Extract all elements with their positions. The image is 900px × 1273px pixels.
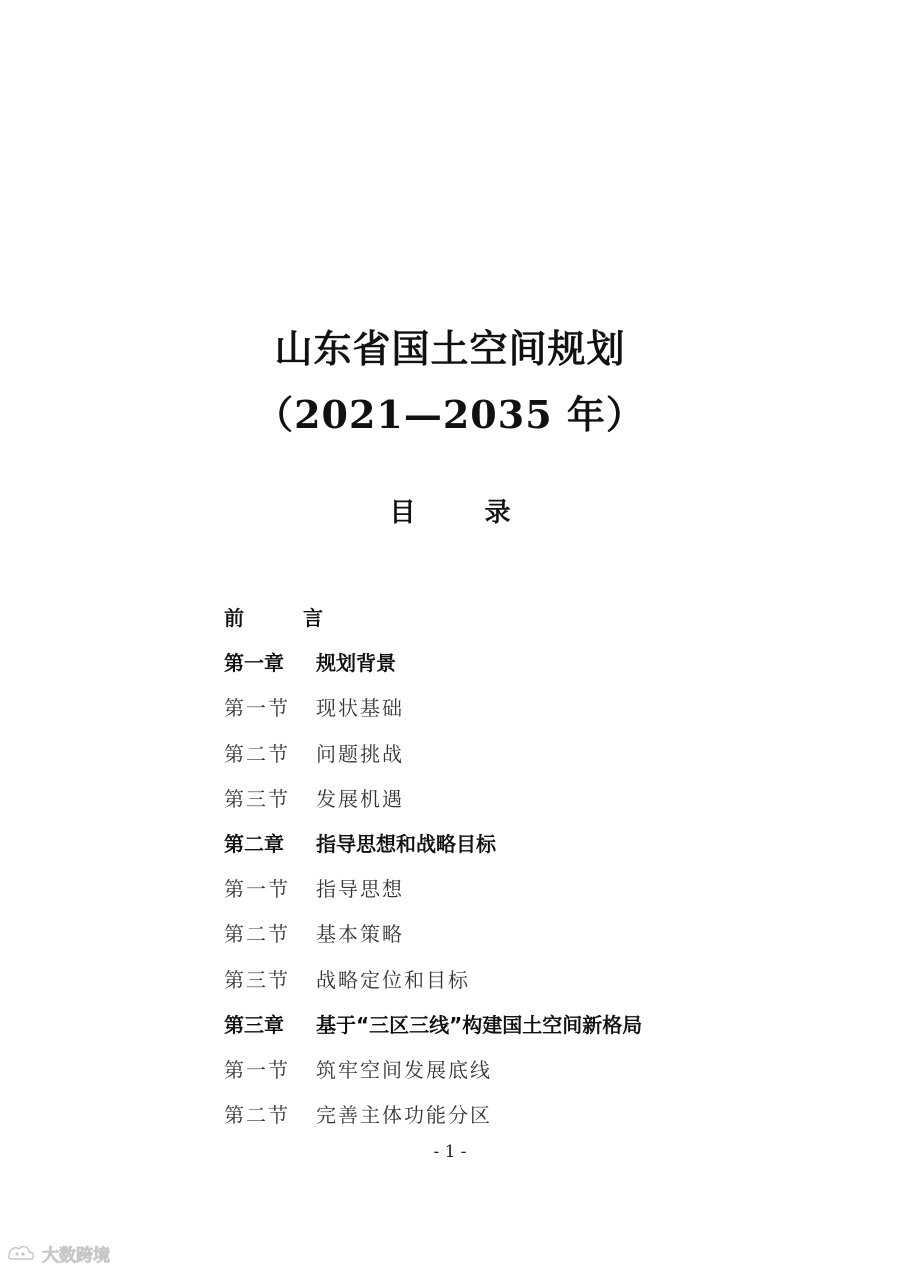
toc-entry-title: 筑牢空间发展底线 — [316, 1057, 492, 1082]
toc-entry-section[interactable] — [224, 684, 824, 729]
toc-entry-label: 第一节 — [224, 877, 290, 902]
toc-entry-label: 第二节 — [224, 1103, 290, 1128]
toc-entry-title: 指导思想 — [316, 877, 404, 902]
toc-entry-label: 第二章 — [224, 832, 284, 857]
toc-entry-chapter-2[interactable] — [224, 820, 824, 865]
toc-entry-section[interactable] — [224, 910, 824, 955]
brand-logo-icon — [6, 1243, 38, 1265]
toc-entry-label: 第一节 — [224, 1057, 290, 1082]
toc-entry-title: 完善主体功能分区 — [316, 1103, 492, 1128]
toc-entry-label: 第三章 — [224, 1012, 284, 1037]
watermark — [6, 1241, 110, 1266]
toc-entry-label: 第二节 — [224, 741, 290, 766]
toc-entry-chapter-1[interactable] — [224, 639, 824, 684]
toc-entry-title: 问题挑战 — [316, 741, 404, 766]
watermark-text: 大数跨境 — [42, 1246, 110, 1266]
toc-entry-title: 指导思想和战略目标 — [316, 832, 496, 857]
toc-entry-section[interactable] — [224, 730, 824, 775]
toc-entry-chapter-3[interactable] — [224, 1001, 824, 1046]
toc-entry-title: 规划背景 — [316, 651, 396, 676]
toc-entry-section[interactable] — [224, 956, 824, 1001]
toc-entry-label: 第三节 — [224, 786, 290, 811]
toc-entry-preface[interactable] — [224, 594, 824, 639]
toc-entry-title: 基本策略 — [316, 922, 404, 947]
toc-entry-section[interactable] — [224, 865, 824, 910]
toc-entry-label: 第二节 — [224, 922, 290, 947]
page-number: - 1 - — [433, 1142, 467, 1162]
toc-entry-title: 战略定位和目标 — [316, 967, 470, 992]
toc-entry-label: 第三节 — [224, 967, 290, 992]
toc-entry-label: 前 言 — [224, 606, 349, 631]
toc-entry-label: 第一节 — [224, 696, 290, 721]
toc-entry-label: 第一章 — [224, 651, 284, 676]
toc-entry-title: 现状基础 — [316, 696, 404, 721]
toc-entry-section[interactable] — [224, 1046, 824, 1091]
table-of-contents — [224, 594, 824, 1136]
toc-entry-section[interactable] — [224, 775, 824, 820]
document-title: 山东省国土空间规划 — [274, 326, 626, 371]
document-subtitle: （2021—2035 年） — [255, 392, 645, 437]
toc-heading: 目 录 — [389, 498, 541, 528]
toc-entry-title: 基于“三区三线”构建国土空间新格局 — [316, 1012, 643, 1037]
toc-entry-section[interactable] — [224, 1091, 824, 1136]
toc-entry-title: 发展机遇 — [316, 786, 404, 811]
